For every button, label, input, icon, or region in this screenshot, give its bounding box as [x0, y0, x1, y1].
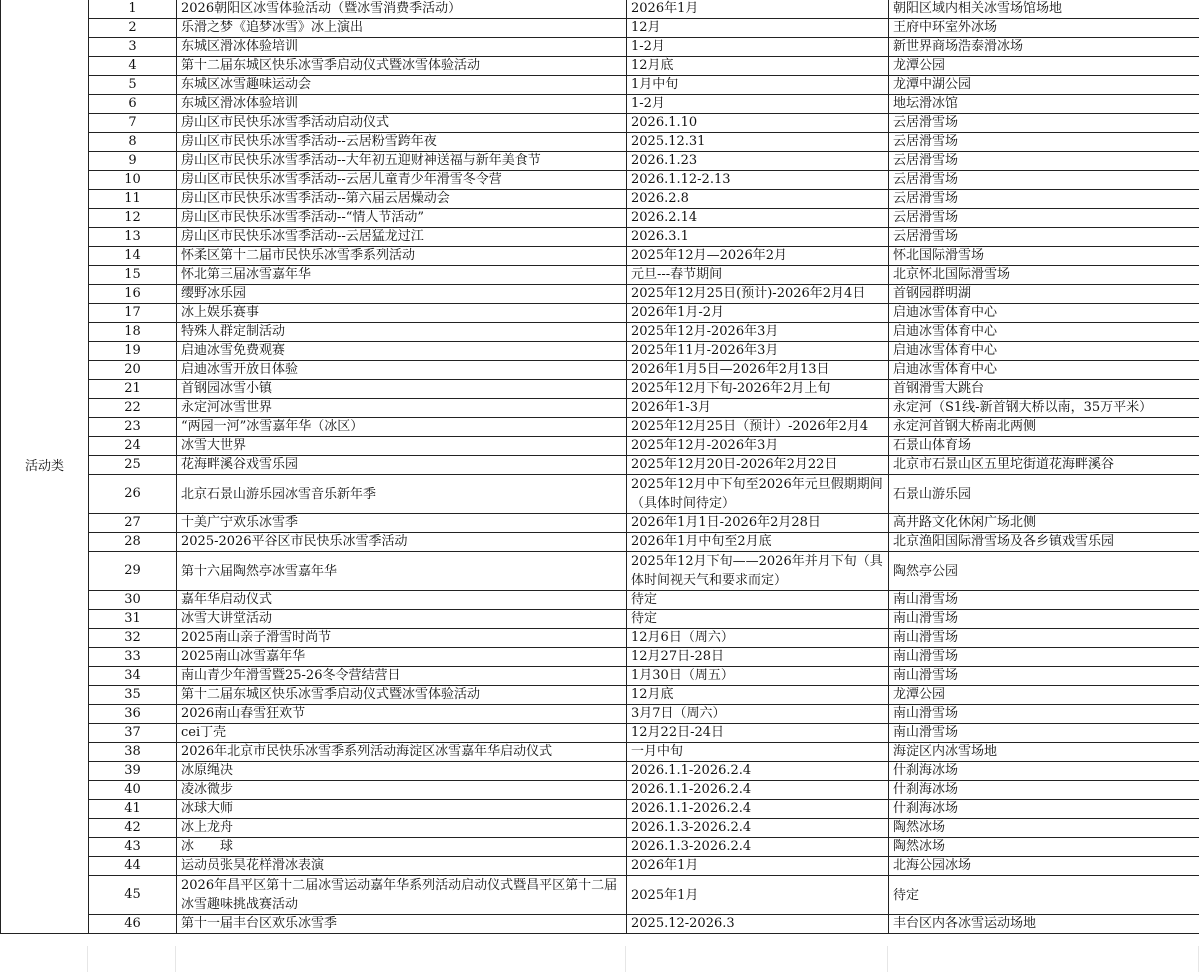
row-number: 39 [89, 762, 177, 781]
table-row [1, 819, 1199, 838]
activity-name: 北京石景山游乐园冰雪音乐新年季 [177, 475, 627, 514]
row-number: 2 [89, 19, 177, 38]
activity-place: 首钢园群明湖 [889, 285, 1199, 304]
table-row [1, 648, 1199, 667]
table-row [1, 838, 1199, 857]
activity-name: 第十六届陶然亭冰雪嘉年华 [177, 552, 627, 591]
row-number: 19 [89, 342, 177, 361]
table-row [1, 724, 1199, 743]
activity-name: cei丁壳 [177, 724, 627, 743]
row-number: 42 [89, 819, 177, 838]
activity-name: 冰雪大讲堂活动 [177, 610, 627, 629]
table-row [1, 266, 1199, 285]
row-number: 17 [89, 304, 177, 323]
activity-place: 什刹海冰场 [889, 762, 1199, 781]
activity-name: “两园一河”冰雪嘉年华（冰区） [177, 418, 627, 437]
table-row [1, 247, 1199, 266]
activity-time: 待定 [627, 610, 889, 629]
table-row [1, 285, 1199, 304]
activity-time: 2026年1月1日-2026年2月28日 [627, 514, 889, 533]
activity-name: 运动员张昊花样滑冰表演 [177, 857, 627, 876]
table-row [1, 743, 1199, 762]
table-row [1, 667, 1199, 686]
activity-time: 12月27日-28日 [627, 648, 889, 667]
activity-name: 第十二届东城区快乐冰雪季启动仪式暨冰雪体验活动 [177, 57, 627, 76]
table-row [1, 323, 1199, 342]
activity-time: 2025年12月下旬——2026年并月下旬（具体时间视天气和要求而定） [627, 552, 889, 591]
activity-time: 12月底 [627, 57, 889, 76]
row-number: 24 [89, 437, 177, 456]
category-cell: 活动类 [1, 0, 89, 934]
row-number: 11 [89, 190, 177, 209]
activity-time: 12月22日-24日 [627, 724, 889, 743]
activity-name: 2026年昌平区第十二届冰雪运动嘉年华系列活动启动仪式暨昌平区第十二届冰雪趣味挑战赛活动 [177, 876, 627, 915]
activity-name: 2026朝阳区冰雪体验活动（暨冰雪消费季活动） [177, 0, 627, 19]
activity-name: 东城区滑冰体验培训 [177, 95, 627, 114]
activity-time: 2026.2.14 [627, 209, 889, 228]
table-row [1, 610, 1199, 629]
row-number: 28 [89, 533, 177, 552]
row-number: 46 [89, 915, 177, 934]
table-row [1, 475, 1199, 514]
activity-place: 地坛滑冰馆 [889, 95, 1199, 114]
row-number: 26 [89, 475, 177, 514]
table-row [1, 57, 1199, 76]
activity-place: 云居滑雪场 [889, 228, 1199, 247]
activity-name: 启迪冰雪开放日体验 [177, 361, 627, 380]
table-row [1, 399, 1199, 418]
table-row [1, 171, 1199, 190]
table-row [1, 591, 1199, 610]
row-number: 40 [89, 781, 177, 800]
activity-time: 2026年1月 [627, 857, 889, 876]
row-number: 25 [89, 456, 177, 475]
activity-name: 房山区市民快乐冰雪季活动--“情人节活动” [177, 209, 627, 228]
activity-place: 南山滑雪场 [889, 610, 1199, 629]
row-number: 10 [89, 171, 177, 190]
activity-time: 2025年12月-2026年3月 [627, 437, 889, 456]
activity-place: 什刹海冰场 [889, 800, 1199, 819]
activity-name: 东城区滑冰体验培训 [177, 38, 627, 57]
activity-place: 陶然冰场 [889, 838, 1199, 857]
table-row [1, 418, 1199, 437]
activity-place: 龙潭公园 [889, 686, 1199, 705]
activity-time: 2025年12月-2026年3月 [627, 323, 889, 342]
table-row [1, 0, 1199, 19]
activity-name: 凌冰微步 [177, 781, 627, 800]
activity-place: 启迪冰雪体育中心 [889, 304, 1199, 323]
activity-name: 第十一届丰台区欢乐冰雪季 [177, 915, 627, 934]
activity-name: 2026年北京市民快乐冰雪季系列活动海淀区冰雪嘉年华启动仪式 [177, 743, 627, 762]
activity-place: 南山滑雪场 [889, 705, 1199, 724]
activity-time: 2025年12月25日(预计)-2026年2月4日 [627, 285, 889, 304]
row-number: 5 [89, 76, 177, 95]
row-number: 4 [89, 57, 177, 76]
activity-time: 2026.1.1-2026.2.4 [627, 762, 889, 781]
activity-name: 冰上龙舟 [177, 819, 627, 838]
table-row [1, 19, 1199, 38]
row-number: 7 [89, 114, 177, 133]
activity-time: 12月6日（周六） [627, 629, 889, 648]
table-row [1, 629, 1199, 648]
table-row [1, 857, 1199, 876]
row-number: 31 [89, 610, 177, 629]
activity-time: 2026.1.3-2026.2.4 [627, 838, 889, 857]
activity-name: 房山区市民快乐冰雪季活动启动仪式 [177, 114, 627, 133]
activity-place: 北海公园冰场 [889, 857, 1199, 876]
row-number: 37 [89, 724, 177, 743]
activity-time: 2025.12-2026.3 [627, 915, 889, 934]
activity-time: 2025年12月下旬-2026年2月上旬 [627, 380, 889, 399]
activity-time: 1月30日（周五） [627, 667, 889, 686]
activity-time: 3月7日（周六） [627, 705, 889, 724]
activity-time: 2025年1月 [627, 876, 889, 915]
activity-place: 待定 [889, 876, 1199, 915]
activity-place: 南山滑雪场 [889, 667, 1199, 686]
row-number: 18 [89, 323, 177, 342]
activity-name: 东城区冰雪趣味运动会 [177, 76, 627, 95]
table-row [1, 762, 1199, 781]
table-row [1, 114, 1199, 133]
activity-name: 冰雪大世界 [177, 437, 627, 456]
activity-time: 12月 [627, 19, 889, 38]
activity-place: 石景山游乐园 [889, 475, 1199, 514]
activity-time: 12月底 [627, 686, 889, 705]
activity-place: 王府中环室外冰场 [889, 19, 1199, 38]
activity-time: 待定 [627, 591, 889, 610]
activity-time: 2025年11月-2026年3月 [627, 342, 889, 361]
row-number: 16 [89, 285, 177, 304]
row-number: 14 [89, 247, 177, 266]
table-row [1, 342, 1199, 361]
table-row [1, 76, 1199, 95]
table-row [1, 209, 1199, 228]
row-number: 6 [89, 95, 177, 114]
activity-place: 新世界商场浩泰滑冰场 [889, 38, 1199, 57]
table-row [1, 552, 1199, 591]
table-row [1, 228, 1199, 247]
table-row [1, 95, 1199, 114]
table-row [1, 781, 1199, 800]
activity-name: 房山区市民快乐冰雪季活动--云居猛龙过江 [177, 228, 627, 247]
table-row [1, 514, 1199, 533]
activity-name: 房山区市民快乐冰雪季活动--第六届云居燥动会 [177, 190, 627, 209]
activity-name: 永定河冰雪世界 [177, 399, 627, 418]
activity-name: 冰球大师 [177, 800, 627, 819]
activity-place: 南山滑雪场 [889, 648, 1199, 667]
activity-time: 1月中旬 [627, 76, 889, 95]
activity-time: 2026年1月 [627, 0, 889, 19]
activity-place: 南山滑雪场 [889, 724, 1199, 743]
row-number: 22 [89, 399, 177, 418]
activity-time: 2026.1.10 [627, 114, 889, 133]
activity-time: 一月中旬 [627, 743, 889, 762]
activity-name: 特殊人群定制活动 [177, 323, 627, 342]
activity-name: 第十二届东城区快乐冰雪季启动仪式暨冰雪体验活动 [177, 686, 627, 705]
activity-place: 什刹海冰场 [889, 781, 1199, 800]
activity-time: 2026.3.1 [627, 228, 889, 247]
row-number: 45 [89, 876, 177, 915]
row-number: 43 [89, 838, 177, 857]
activity-place: 陶然亭公园 [889, 552, 1199, 591]
row-number: 3 [89, 38, 177, 57]
row-number: 1 [89, 0, 177, 19]
activity-time: 2025年12月中下旬至2026年元旦假期期间（具体时间待定） [627, 475, 889, 514]
activity-place: 怀北国际滑雪场 [889, 247, 1199, 266]
activity-time: 2026年1月5日—2026年2月13日 [627, 361, 889, 380]
activity-name: 乐滑之梦《追梦冰雪》冰上演出 [177, 19, 627, 38]
activity-name: 冰原绳决 [177, 762, 627, 781]
activity-place: 启迪冰雪体育中心 [889, 361, 1199, 380]
activity-name: 2026南山春雪狂欢节 [177, 705, 627, 724]
table-row [1, 304, 1199, 323]
table-row [1, 705, 1199, 724]
activity-time: 2026.1.1-2026.2.4 [627, 781, 889, 800]
row-number: 29 [89, 552, 177, 591]
activity-place: 北京市石景山区五里坨街道花海畔溪谷 [889, 456, 1199, 475]
activity-name: 冰上娱乐赛事 [177, 304, 627, 323]
row-number: 8 [89, 133, 177, 152]
activity-place: 陶然冰场 [889, 819, 1199, 838]
table-row [1, 915, 1199, 934]
activity-place: 永定河首钢大桥南北两侧 [889, 418, 1199, 437]
table-row [1, 133, 1199, 152]
activity-time: 2026年1月-2月 [627, 304, 889, 323]
empty-grid-row [0, 946, 1199, 972]
activity-name: 南山青少年滑雪暨25-26冬令营结营日 [177, 667, 627, 686]
activity-place: 南山滑雪场 [889, 591, 1199, 610]
activity-name: 房山区市民快乐冰雪季活动--云居粉雪跨年夜 [177, 133, 627, 152]
row-number: 38 [89, 743, 177, 762]
table-row [1, 437, 1199, 456]
row-number: 32 [89, 629, 177, 648]
activity-time: 2026.1.3-2026.2.4 [627, 819, 889, 838]
table-row [1, 800, 1199, 819]
activity-place: 丰台区内各冰雪运动场地 [889, 915, 1199, 934]
activity-place: 石景山体育场 [889, 437, 1199, 456]
activity-time: 2025.12.31 [627, 133, 889, 152]
activity-name: 花海畔溪谷戏雪乐园 [177, 456, 627, 475]
table-row [1, 361, 1199, 380]
activity-time: 2025年12月20日-2026年2月22日 [627, 456, 889, 475]
activity-time: 2026年1月中旬至2月底 [627, 533, 889, 552]
activity-place: 海淀区内冰雪场地 [889, 743, 1199, 762]
activity-place: 云居滑雪场 [889, 114, 1199, 133]
activity-time: 2025年12月25日（预计）-2026年2月4 [627, 418, 889, 437]
activity-place: 云居滑雪场 [889, 171, 1199, 190]
activity-time: 1-2月 [627, 95, 889, 114]
row-number: 9 [89, 152, 177, 171]
activity-place: 启迪冰雪体育中心 [889, 342, 1199, 361]
table-row [1, 533, 1199, 552]
row-number: 36 [89, 705, 177, 724]
activity-place: 云居滑雪场 [889, 133, 1199, 152]
activity-name: 冰 球 [177, 838, 627, 857]
activity-name: 缨野冰乐园 [177, 285, 627, 304]
row-number: 12 [89, 209, 177, 228]
activity-place: 高井路文化休闲广场北侧 [889, 514, 1199, 533]
activity-name: 2025-2026平谷区市民快乐冰雪季活动 [177, 533, 627, 552]
row-number: 13 [89, 228, 177, 247]
row-number: 34 [89, 667, 177, 686]
row-number: 44 [89, 857, 177, 876]
table-row [1, 152, 1199, 171]
activity-name: 2025南山冰雪嘉年华 [177, 648, 627, 667]
activity-time: 2025年12月—2026年2月 [627, 247, 889, 266]
table-row [1, 380, 1199, 399]
activity-name: 怀北第三届冰雪嘉年华 [177, 266, 627, 285]
activity-place: 北京怀北国际滑雪场 [889, 266, 1199, 285]
row-number: 15 [89, 266, 177, 285]
table-row [1, 190, 1199, 209]
activity-time: 元旦---春节期间 [627, 266, 889, 285]
table-row [1, 456, 1199, 475]
activity-place: 南山滑雪场 [889, 629, 1199, 648]
activity-place: 北京渔阳国际滑雪场及各乡镇戏雪乐园 [889, 533, 1199, 552]
activity-place: 云居滑雪场 [889, 152, 1199, 171]
row-number: 33 [89, 648, 177, 667]
activity-name: 房山区市民快乐冰雪季活动--云居儿童青少年滑雪冬令营 [177, 171, 627, 190]
activity-time: 2026.1.23 [627, 152, 889, 171]
activity-time: 2026.2.8 [627, 190, 889, 209]
activity-time: 2026年1-3月 [627, 399, 889, 418]
activity-time: 2026.1.1-2026.2.4 [627, 800, 889, 819]
row-number: 35 [89, 686, 177, 705]
activity-name: 2025南山亲子滑雪时尚节 [177, 629, 627, 648]
activity-name: 首钢园冰雪小镇 [177, 380, 627, 399]
activity-place: 启迪冰雪体育中心 [889, 323, 1199, 342]
activity-place: 永定河（S1线-新首钢大桥以南，35万平米） [889, 399, 1199, 418]
activity-place: 云居滑雪场 [889, 190, 1199, 209]
activity-name: 嘉年华启动仪式 [177, 591, 627, 610]
activity-name: 怀柔区第十二届市民快乐冰雪季系列活动 [177, 247, 627, 266]
row-number: 27 [89, 514, 177, 533]
activity-name: 房山区市民快乐冰雪季活动--大年初五迎财神送福与新年美食节 [177, 152, 627, 171]
row-number: 23 [89, 418, 177, 437]
row-number: 21 [89, 380, 177, 399]
activity-place: 朝阳区域内相关冰雪场馆场地 [889, 0, 1199, 19]
row-number: 30 [89, 591, 177, 610]
table-row [1, 876, 1199, 915]
activity-place: 龙潭中湖公园 [889, 76, 1199, 95]
activity-place: 首钢滑雪大跳台 [889, 380, 1199, 399]
table-row [1, 686, 1199, 705]
activity-time: 1-2月 [627, 38, 889, 57]
activity-name: 十美广宁欢乐冰雪季 [177, 514, 627, 533]
activity-place: 龙潭公园 [889, 57, 1199, 76]
activity-place: 云居滑雪场 [889, 209, 1199, 228]
row-number: 20 [89, 361, 177, 380]
table-row [1, 38, 1199, 57]
row-number: 41 [89, 800, 177, 819]
activity-time: 2026.1.12-2.13 [627, 171, 889, 190]
activity-name: 启迪冰雪免费观赛 [177, 342, 627, 361]
